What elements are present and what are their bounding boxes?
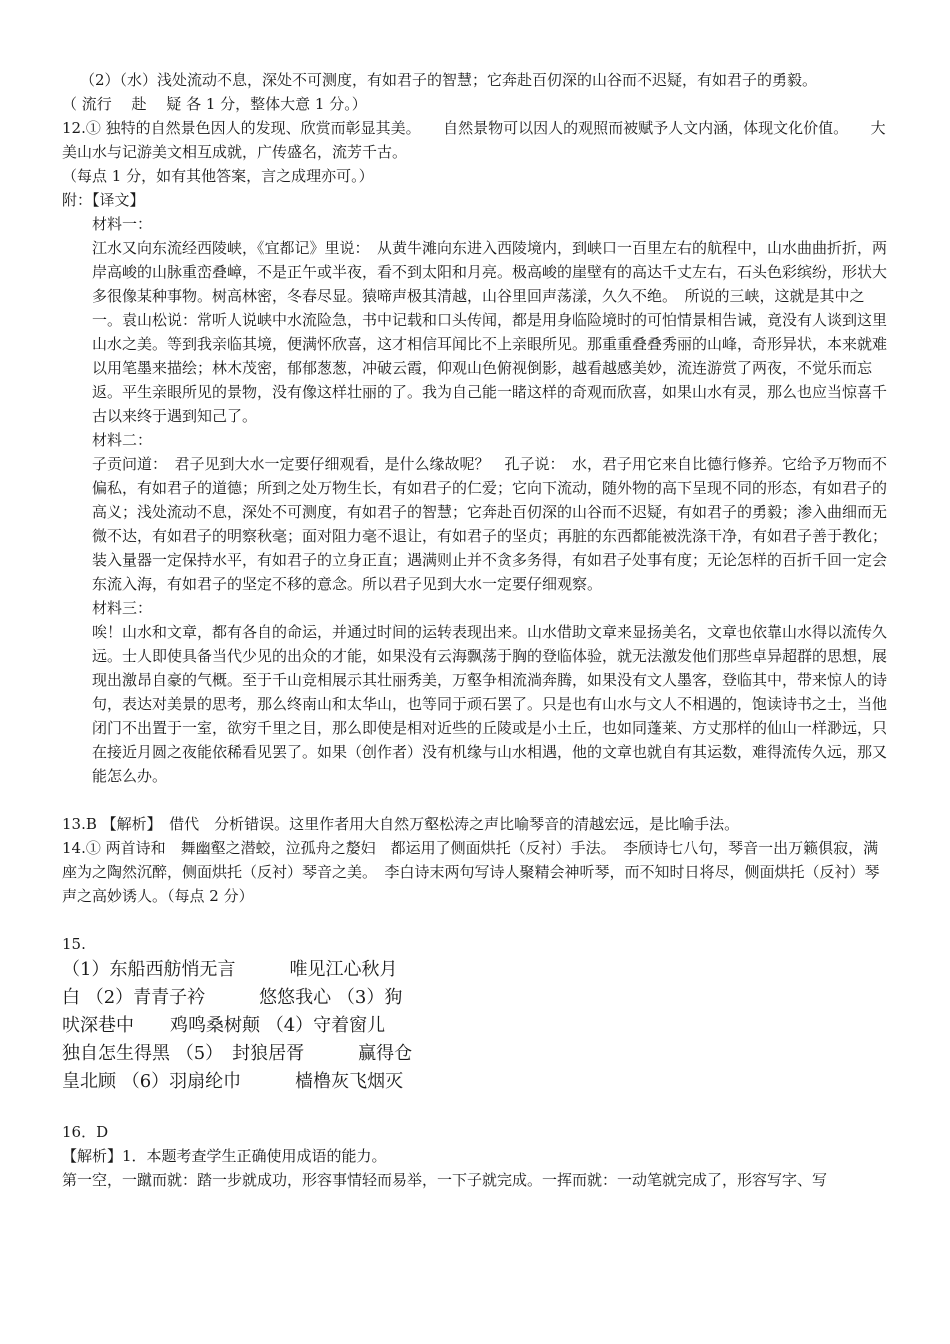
- material-3-text: 唉！山水和文章，都有各自的命运，并通过时间的运转表现出来。山水借助文章来显扬美名，文章也依靠山水得以流传久远。士人即使具备当代少见的出众的才能，如果没有云海飘荡于胸的登临体验，就无法激发他们那些卓异超群的思想，展现出激昂自豪的气概。至于千山竞相展示其壮丽秀美，万壑争相流淌奔腾，如果没有文人墨客，登临其中，带来惊人的诗句，表达对美景的思考，那么终南山和太华山，也等同于顽石罢了。只是也有山水与文人不相遇的，饱读诗书之士，当他闭门不出置于一室，欲穷千里之目，那么即使是相对近些的丘陵或是小土丘，也如同蓬莱、方丈那样的仙山一样渺远，只在接近月圆之夜能依稀看见罢了。如果（创作者）没有机缘与山水相遇，他的文章也就自有其运数，难得流传久远，那又能怎么办。: [92, 623, 888, 785]
- q16-analysis: 【解析】1．本题考查学生正确使用成语的能力。: [62, 1147, 387, 1165]
- q12-answer: 12.① 独特的自然景色因人的发现、欣赏而彰显其美。 自然景物可以因人的观照而被赋予人文内涵，体现文化价值。 大美山水与记游美文相互成就，广传盛名，流芳千古。: [62, 119, 886, 161]
- material-1-title: 材料一：: [92, 215, 153, 233]
- q16-answer: 16．D: [62, 1123, 109, 1141]
- q16-explanation: 第一空，一蹴而就：踏一步就成功，形容事情轻而易举，一下子就完成。一挥而就：一动笔就完成了，形容写字、写: [62, 1171, 828, 1189]
- material-2-text: 子贡问道： 君子见到大水一定要仔细观看，是什么缘故呢？ 孔子说： 水，君子用它来自比德行修养。它给予万物而不偏私，有如君子的道德；所到之处万物生长，有如君子的仁爱；它向下流动，随外物的高下呈现不同的形态，有如君子的高义；浅处流动不息，深处不可测度，有如君子的智慧；它奔赴百仞深的山谷而不迟疑，有如君子的勇毅；渗入曲细而无微不达，有如君子的明察秋毫；面对阻力毫不退让，有如君子的坚贞；再脏的东西都能被洗涤干净，有如君子善于教化；装入量器一定保持水平，有如君子的立身正直；遇满则止并不贪多务得，有如君子处事有度；无论怎样的百折千回一定会东流入海，有如君子的坚定不移的意念。所以君子见到大水一定要仔细观察。: [92, 455, 888, 593]
- q13-answer: 13.B 【解析】 借代 分析错误。这里作者用大自然万壑松涛之声比喻琴音的清越宏远，是比喻手法。: [62, 815, 740, 833]
- q15-line: 独自怎生得黑 （5） 封狼居胥 赢得仓: [62, 1043, 413, 1064]
- q14-answer: 14.① 两首诗和 舞幽壑之潜蛟，泣孤舟之嫠妇 都运用了侧面烘托（反衬）手法。 李颀诗七八句，琴音一出万籁俱寂，满座为之陶然沉醉，侧面烘托（反衬）琴音之美。 李白诗末两句写诗人聚精会神听琴，而不知时日将尽，侧面烘托（反衬）琴声之高妙诱人。（每点 2 分）: [62, 839, 880, 905]
- q15-number: 15.: [62, 935, 86, 953]
- material-2-title: 材料二：: [92, 431, 153, 449]
- q15-line: 吠深巷中 鸡鸣桑树颠 （4）守着窗儿: [62, 1015, 386, 1036]
- material-3-title: 材料三：: [92, 599, 153, 617]
- q11-answer: （2）（水）浅处流动不息，深处不可测度，有如君子的智慧；它奔赴百仞深的山谷而不迟疑，有如君子的勇毅。: [80, 71, 818, 89]
- q15-line: 白 （2）青青子衿 悠悠我心 （3）狗: [62, 987, 403, 1008]
- q15-line: 皇北顾 （6）羽扇纶巾 樯橹灰飞烟灭: [62, 1071, 404, 1092]
- material-1-text: 江水又向东流经西陵峡，《宜都记》里说： 从黄牛滩向东进入西陵境内，到峡口一百里左右的航程中，山水曲曲折折，两岸高峻的山脉重峦叠嶂，不是正午或半夜，看不到太阳和月亮。极高峻的崖壁有的高达千丈左右，石头色彩缤纷，形状大多很像某种事物。树高林密，冬春尽显。猿啼声极其清越，山谷里回声荡漾，久久不绝。 所说的三峡，这就是其中之一。袁山松说：常听人说峡中水流险急，书中记载和口头传闻，都是用身临险境时的可怕情景相告诫，竟没有人谈到这里山水之美。等到我亲临其境，便满怀欣喜，这才相信耳闻比不上亲眼所见。那重重叠叠秀丽的山峰，奇形异状，本来就难以用笔墨来描绘；林木茂密，郁郁葱葱，冲破云霞，仰观山色俯视倒影，越看越感美妙，流连游赏了两夜，不觉乐而忘返。平生亲眼所见的景物，没有像这样壮丽的了。我为自己能一睹这样的奇观而欣喜，如果山水有灵，那么也应当惊喜千古以来终于遇到知己了。: [92, 239, 888, 425]
- q11-scoring: （ 流行 赴 疑 各 1 分，整体大意 1 分。）: [62, 95, 367, 113]
- q12-scoring: （每点 1 分，如有其他答案，言之成理亦可。）: [62, 167, 374, 185]
- q15-answer-block: [62, 956, 422, 1096]
- translation-header: 附：【译文】: [62, 191, 145, 209]
- q15-line: （1）东船西舫悄无言 唯见江心秋月: [62, 959, 398, 980]
